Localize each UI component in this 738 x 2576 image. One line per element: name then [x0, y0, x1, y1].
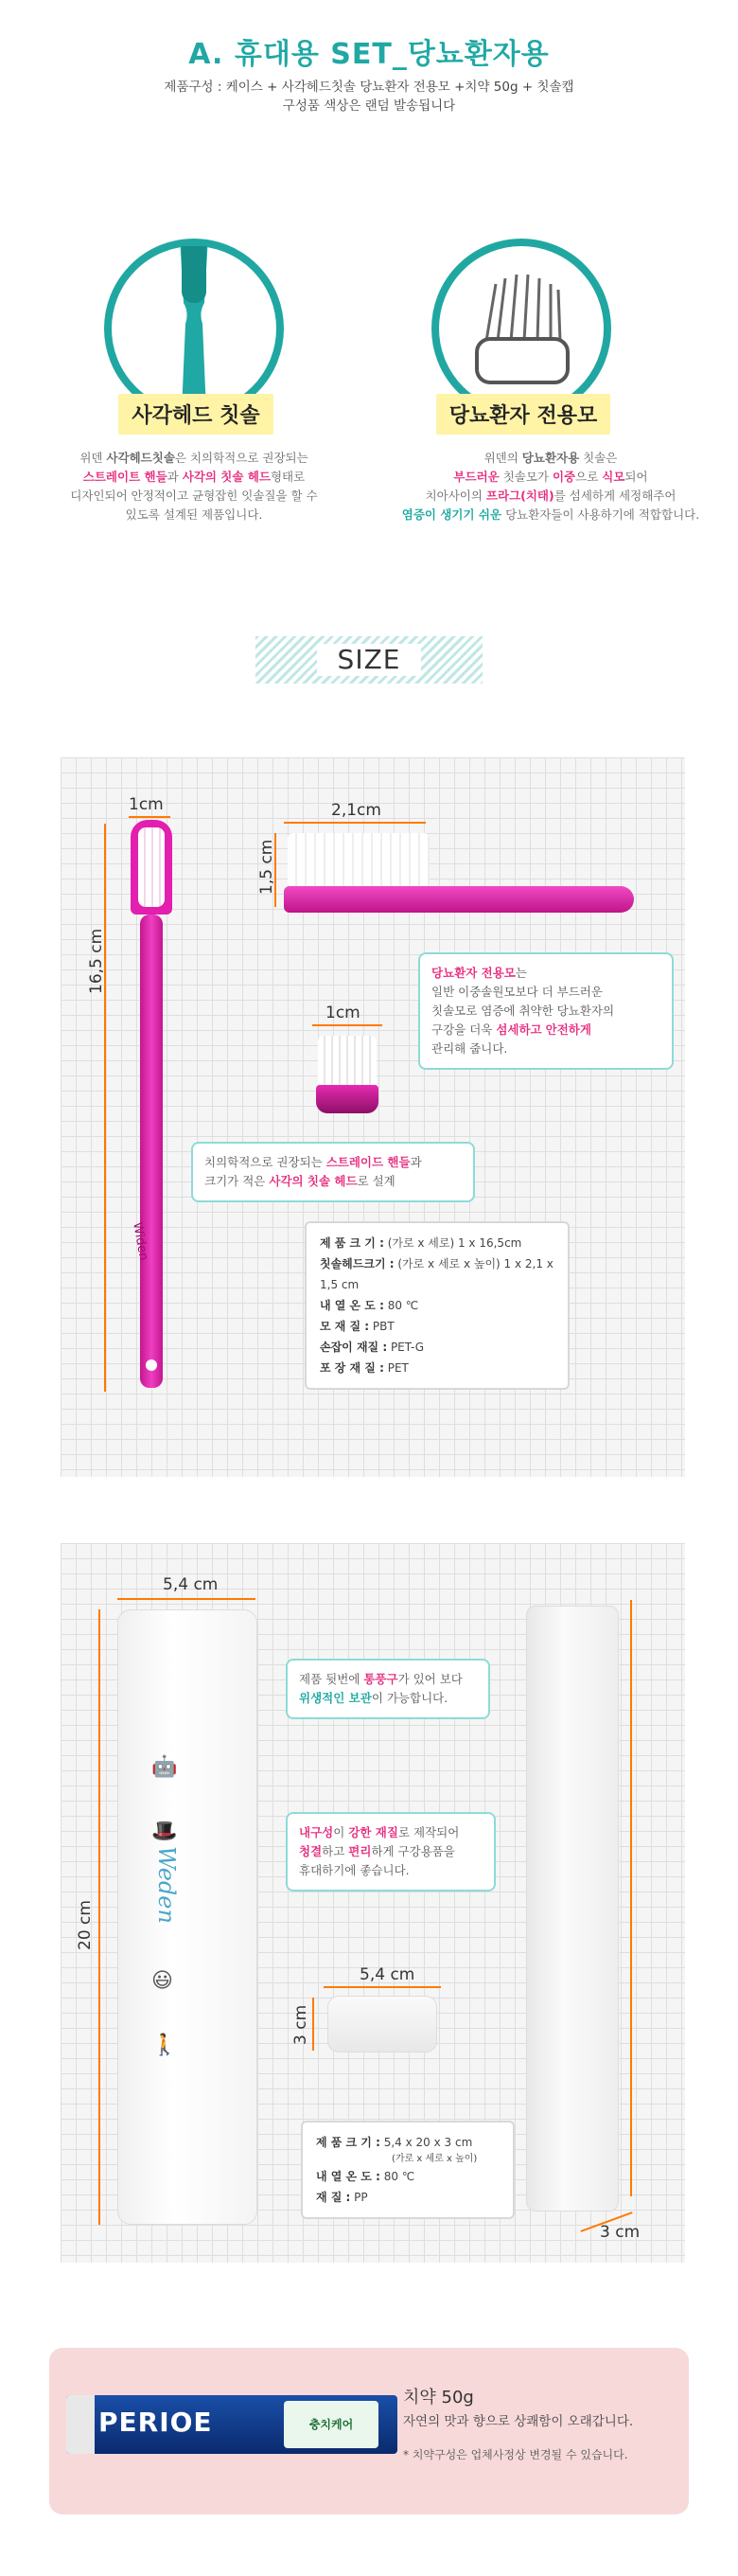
text: 칫솔모가 — [499, 470, 553, 484]
spec-key: 내 열 온 도 : — [320, 1299, 384, 1312]
text: 를 섬세하게 세정해주어 — [554, 489, 676, 503]
square-head-label: 사각헤드 칫솔 — [118, 394, 272, 435]
diabetic-label: 당뇨환자 전용모 — [436, 394, 610, 435]
spec-value: PET — [383, 1361, 409, 1375]
toothbrush-side-handle — [284, 886, 634, 913]
page-title: A. 휴대용 SET_당뇨환자용 — [188, 38, 550, 71]
square-head-brush-circle — [104, 239, 284, 418]
spec-key: 모 재 질 : — [320, 1320, 370, 1333]
head-height-dim: 1,5 cm — [257, 839, 276, 895]
text: 되어 — [624, 470, 648, 484]
text-strong: 당뇨환자용 — [521, 451, 580, 465]
spec-value: PET-G — [387, 1341, 425, 1354]
text: 위덴 — [79, 451, 107, 465]
text-pink: 사각의 칫솔 헤드 — [269, 1174, 358, 1188]
character-icon: 🚶 — [151, 2034, 178, 2057]
text: 가 있어 보다 — [397, 1672, 463, 1686]
dim-line — [312, 1998, 314, 2051]
text-teal: 위생적인 보관 — [299, 1691, 372, 1705]
brush-width-dim: 1cm — [129, 795, 164, 814]
dim-line — [129, 816, 170, 818]
size-label: SIZE — [317, 644, 421, 676]
text-pink: 안전하게 — [545, 1022, 591, 1037]
text: 휴대하기에 좋습니다. — [299, 1863, 410, 1877]
text: 과 — [167, 470, 183, 484]
bristles-side — [288, 833, 430, 888]
vent-note — [286, 1659, 490, 1719]
text: 이 — [333, 1825, 349, 1839]
spec-row — [320, 1358, 554, 1378]
case-end — [327, 1996, 437, 2052]
spec-key: 제 품 크 기 : — [316, 2136, 380, 2149]
spec-key: 손잡이 재질 : — [320, 1341, 388, 1354]
text-pink: 편리 — [348, 1844, 372, 1858]
dim-line — [98, 1609, 100, 2225]
spec-row — [316, 2166, 500, 2187]
spec-value: 5,4 x 20 x 3 cm — [379, 2136, 473, 2149]
bristles — [138, 827, 165, 907]
spec-row — [320, 1253, 554, 1295]
spec-row — [320, 1316, 554, 1337]
case-side — [526, 1606, 619, 2212]
text: 관리해 줍니다. — [431, 1041, 508, 1056]
text: 당뇨환자들이 사용하기에 적합합니다. — [501, 507, 700, 522]
spec-key: 칫솔헤드크기 : — [320, 1257, 395, 1270]
spec-key: 재 질 : — [316, 2191, 351, 2204]
size-heading — [255, 636, 483, 684]
text: 디자인되어 안정적이고 균형잡힌 잇솔질을 할 수 — [70, 489, 318, 503]
text: 칫솔모로 염증에 취약한 당뇨환자의 — [431, 1004, 615, 1018]
dim-line — [630, 1600, 632, 2196]
text-strong: 사각헤드칫솔 — [106, 451, 175, 465]
character-icon: 🎩 — [151, 1820, 178, 1843]
text-pink: 스트레이트 핸들 — [82, 470, 167, 484]
text: 치의학적으로 권장되는 — [204, 1155, 326, 1169]
spec-row — [320, 1295, 554, 1316]
text: 칫솔은 — [579, 451, 618, 465]
spec-key: 내 열 온 도 : — [316, 2170, 380, 2183]
dim-line — [117, 1598, 255, 1600]
spec-row — [316, 2187, 500, 2208]
text-pink: 강한 재질 — [348, 1825, 398, 1839]
case-small-height-dim: 3 cm — [291, 2004, 310, 2045]
bristles-tip — [318, 1036, 377, 1089]
case-length-dim: 20 cm — [76, 1900, 95, 1950]
tube-cap — [66, 2395, 95, 2454]
bristle-note — [418, 952, 674, 1070]
case-depth-dim: 3 cm — [600, 2223, 641, 2242]
text: 는 — [515, 966, 527, 980]
text-pink: 이중 — [552, 470, 576, 484]
diabetic-label-wrap — [424, 394, 623, 435]
spec-value: 80 ℃ — [379, 2170, 415, 2183]
text: 로 제작되어 — [397, 1825, 460, 1839]
text-pink: 당뇨환자 전용모 — [431, 966, 516, 980]
spec-value: PP — [350, 2191, 368, 2204]
text: 과 — [410, 1155, 422, 1169]
text-pink: 섬세하고 — [496, 1022, 542, 1037]
brush-spec-table — [305, 1221, 570, 1390]
spec-value: (가로 x 세로) 1 x 16,5cm — [383, 1236, 522, 1250]
text: 으로 — [575, 470, 603, 484]
toothbrush-handle — [140, 915, 163, 1388]
case-spec-table — [301, 2121, 515, 2219]
spec-row — [316, 2153, 500, 2166]
spec-value: PBT — [369, 1320, 395, 1333]
handle-hole — [146, 1359, 157, 1371]
text: 은 치의학적으로 권장되는 — [174, 451, 308, 465]
character-icon: 😃 — [151, 1969, 173, 1993]
spec-row — [320, 1337, 554, 1358]
color-notice: 구성품 색상은 랜덤 발송됩니다 — [282, 98, 456, 114]
text-pink: 스트레이드 핸들 — [325, 1155, 411, 1169]
dim-line — [284, 822, 426, 824]
toothpaste-description: 자연의 맛과 향으로 상쾌함이 오래갑니다. — [403, 2414, 634, 2429]
square-head-label-wrap — [106, 394, 286, 435]
text-pink: 내구성 — [299, 1825, 334, 1839]
text: 구강을 더욱 — [431, 1022, 497, 1037]
text: 위덴의 — [483, 451, 522, 465]
spec-value: (가로 x 세로 x 높이) 1 x 2,1 x 1,5 cm — [320, 1257, 554, 1291]
spec-row — [316, 2132, 500, 2153]
tip-width-dim: 1cm — [325, 1004, 360, 1022]
toothpaste-footnote: * 치약구성은 업체사정상 변경될 수 있습니다. — [403, 2448, 628, 2461]
durability-note — [286, 1812, 496, 1892]
bristle-icon — [439, 246, 604, 411]
text-pink: 식모 — [602, 470, 625, 484]
text-pink: 부드러운 — [453, 470, 500, 484]
handle-brand: Widen — [130, 1221, 151, 1262]
spec-row — [320, 1233, 554, 1253]
text: 일반 이중솔원모보다 더 부드러운 — [431, 985, 603, 999]
brush-length-dim: 16,5 cm — [87, 928, 106, 994]
case-front — [117, 1609, 257, 2225]
text-pink: 프라그(치태) — [485, 489, 554, 503]
dim-line — [312, 1024, 382, 1026]
diabetic-description — [371, 449, 730, 524]
toothpaste-badge: 충치케어 — [284, 2401, 378, 2448]
text-pink: 청결 — [299, 1844, 323, 1858]
text: 하게 구강용품을 — [371, 1844, 455, 1858]
text: 크기가 적은 — [204, 1174, 270, 1188]
text: 제품 뒷번에 — [299, 1672, 364, 1686]
text-pink: 통풍구 — [363, 1672, 398, 1686]
spec-value: 80 ℃ — [383, 1299, 419, 1312]
spec-key: 제 품 크 기 : — [320, 1236, 384, 1250]
dim-line — [324, 1986, 441, 1988]
text: 있도록 설계된 제품입니다. — [125, 507, 263, 522]
spec-key: 포 장 재 질 : — [320, 1361, 384, 1375]
case-logo: Weden — [153, 1846, 180, 1924]
spec-value: (가로 x 세로 x 높이) — [392, 2154, 478, 2164]
diabetic-bristle-circle — [431, 239, 611, 418]
text: 치아사이의 — [425, 489, 486, 503]
handle-note — [191, 1142, 475, 1202]
case-small-width-dim: 5,4 cm — [360, 1965, 415, 1984]
case-width-dim: 5,4 cm — [163, 1575, 219, 1594]
toothbrush-icon — [112, 246, 276, 411]
character-icon: 🤖 — [151, 1755, 178, 1779]
text: 하고 — [322, 1844, 349, 1858]
head-width-dim: 2,1cm — [331, 801, 381, 820]
tip-base — [316, 1085, 378, 1113]
text: 이 가능합니다. — [371, 1691, 448, 1705]
text-teal: 염증이 생기기 쉬운 — [401, 507, 502, 522]
toothpaste-brand: PERIOE — [98, 2407, 213, 2438]
text: 형태로 — [270, 470, 306, 484]
square-head-description — [28, 449, 360, 524]
text-pink: 사각의 칫솔 헤드 — [182, 470, 271, 484]
toothpaste-name: 치약 50g — [403, 2388, 474, 2407]
product-composition: 제품구성 : 케이스 + 사각헤드칫솔 당뇨환자 전용모 +치약 50g + 칫솔캡 — [164, 80, 574, 95]
text: 로 설계 — [357, 1174, 395, 1188]
